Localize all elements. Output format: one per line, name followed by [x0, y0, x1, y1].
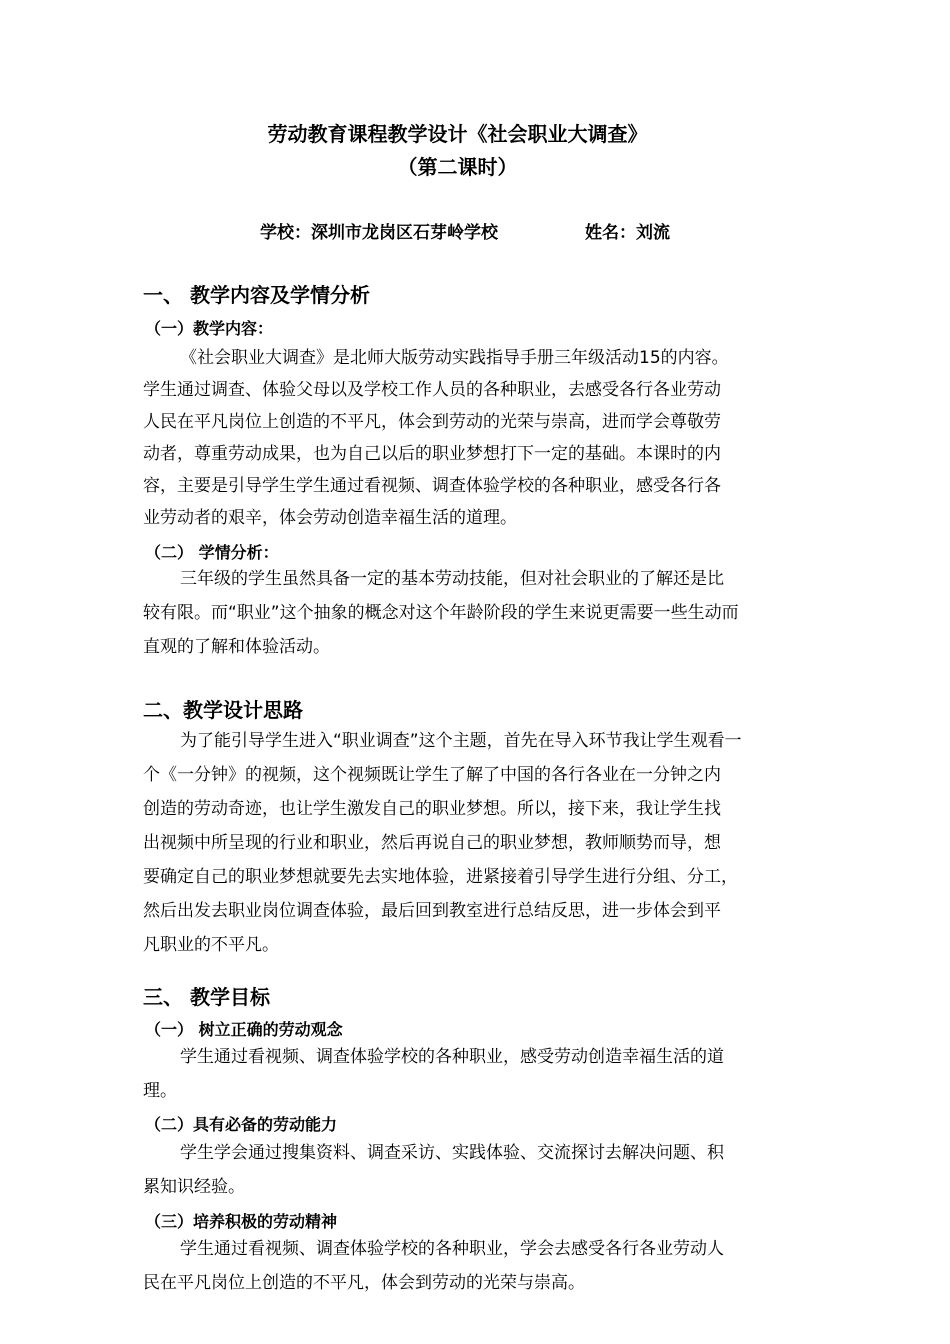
text-line: 学生通过看视频、调查体验学校的各种职业，学会去感受各行各业劳动人 [180, 1239, 724, 1259]
text-line: 理。 [143, 1081, 177, 1101]
text-line: 动者，尊重劳动成果，也为自己以后的职业梦想打下一定的基础。本课时的内 [143, 444, 721, 464]
text-line: 学生通过看视频、调查体验学校的各种职业，感受劳动创造幸福生活的道 [180, 1047, 724, 1067]
text-line: 业劳动者的艰辛，体会劳动创造幸福生活的道理。 [143, 508, 517, 528]
text-line: 三年级的学生虽然具备一定的基本劳动技能，但对社会职业的了解还是比 [180, 569, 724, 589]
text-line: 要确定自己的职业梦想就要先去实地体验，进紧接着引导学生进行分组、分工， [143, 867, 738, 887]
text-line: 容，主要是引导学生学生通过看视频、调查体验学校的各种职业，感受各行各 [143, 476, 721, 496]
paragraph-design-idea [143, 724, 815, 962]
document-title: 劳动教育课程教学设计《社会职业大调查》 [267, 122, 648, 146]
section-heading-design-idea: 二、教学设计思路 [143, 698, 303, 722]
subheading-learner-analysis: （二） 学情分析： [145, 543, 279, 562]
paragraph-teaching-content [143, 342, 815, 534]
author-info: 姓名：刘流 [585, 223, 670, 243]
text-line: 创造的劳动奇迹，也让学生激发自己的职业梦想。所以，接下来，我让学生找 [143, 799, 721, 819]
paragraph-objective-1 [143, 1040, 815, 1108]
subheading-objective-2: （二）具有必备的劳动能力 [145, 1115, 338, 1134]
subheading-teaching-content: （一）教学内容： [145, 319, 274, 338]
text-line: 较有限。而“职业”这个抽象的概念对这个年龄阶段的学生来说更需要一些生动而 [143, 603, 739, 623]
text-line: 出视频中所呈现的行业和职业，然后再说自己的职业梦想，教师顺势而导，想 [143, 833, 721, 853]
school-info: 学校：深圳市龙岗区石芽岭学校 [260, 223, 498, 243]
paragraph-objective-3 [143, 1232, 815, 1300]
text-line: 《社会职业大调查》是北师大版劳动实践指导手册三年级活动15的内容。 [180, 348, 729, 368]
text-line: 学生学会通过搜集资料、调查采访、实践体验、交流探讨去解决问题、积 [180, 1143, 724, 1163]
text-line: 凡职业的不平凡。 [143, 935, 279, 955]
document-subtitle: （第二课时） [397, 155, 518, 179]
subheading-objective-1: （一） 树立正确的劳动观念 [145, 1020, 343, 1039]
text-line: 个《一分钟》的视频，这个视频既让学生了解了中国的各行各业在一分钟之内 [143, 765, 721, 785]
text-line: 学生通过调查、体验父母以及学校工作人员的各种职业，去感受各行各业劳动 [143, 380, 721, 400]
text-line: 民在平凡岗位上创造的不平凡，体会到劳动的光荣与崇高。 [143, 1273, 585, 1293]
text-line: 然后出发去职业岗位调查体验，最后回到教室进行总结反思，进一步体会到平 [143, 901, 721, 921]
text-line: 人民在平凡岗位上创造的不平凡，体会到劳动的光荣与崇高，进而学会尊敬劳 [143, 412, 721, 432]
text-line: 为了能引导学生进入“职业调查”这个主题，首先在导入环节我让学生观看一 [180, 731, 742, 751]
paragraph-objective-2 [143, 1136, 815, 1204]
subheading-objective-3: （三）培养积极的劳动精神 [145, 1212, 338, 1231]
section-heading-content-analysis: 一、 教学内容及学情分析 [143, 283, 370, 307]
paragraph-learner-analysis [143, 562, 815, 664]
section-heading-objectives: 三、 教学目标 [143, 985, 270, 1009]
text-line: 直观的了解和体验活动。 [143, 637, 330, 657]
text-line: 累知识经验。 [143, 1177, 245, 1197]
